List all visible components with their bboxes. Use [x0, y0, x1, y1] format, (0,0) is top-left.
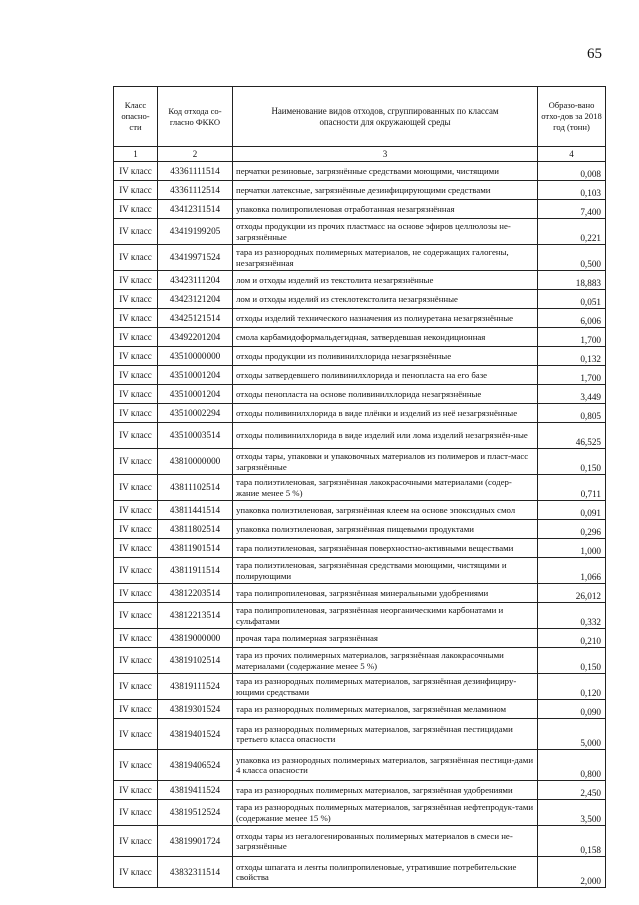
hazard-class-cell: IV класс [114, 826, 158, 857]
table-row [114, 857, 606, 888]
waste-name-cell: упаковка полиэтиленовая, загрязнённая пищевыми продуктами [233, 520, 538, 539]
amount-cell: 7,400 [538, 200, 606, 219]
waste-name-cell: перчатки латексные, загрязнённые дезинфицирующими средствами [233, 181, 538, 200]
hazard-class-cell: IV класс [114, 423, 158, 449]
column-number: 2 [158, 147, 233, 162]
table-row [114, 700, 606, 719]
waste-name-cell: тара из разнородных полимерных материалов, загрязнённая дезинфициру-ющими средствами [233, 674, 538, 700]
amount-cell: 1,066 [538, 558, 606, 584]
fkko-code-cell: 43819102514 [158, 648, 233, 674]
table-row [114, 219, 606, 245]
table-row [114, 750, 606, 781]
amount-cell: 0,120 [538, 674, 606, 700]
waste-name-cell: тара полипропиленовая, загрязнённая минеральными удобрениями [233, 584, 538, 603]
table-row [114, 826, 606, 857]
table-row [114, 719, 606, 750]
waste-name-cell: лом и отходы изделий из текстолита незагрязнённые [233, 271, 538, 290]
column-number-row [114, 147, 606, 162]
hazard-class-cell: IV класс [114, 781, 158, 800]
hazard-class-cell: IV класс [114, 584, 158, 603]
waste-name-cell: прочая тара полимерная загрязнённая [233, 629, 538, 648]
header-hazard-class: Класс опасно-сти [114, 87, 158, 147]
waste-name-cell: отходы продукции из поливинилхлорида незагрязнённые [233, 347, 538, 366]
amount-cell: 3,500 [538, 800, 606, 826]
amount-cell: 0,296 [538, 520, 606, 539]
hazard-class-cell: IV класс [114, 328, 158, 347]
fkko-code-cell: 43819301524 [158, 700, 233, 719]
table-row [114, 309, 606, 328]
header-amount: Образо-вано отхо-дов за 2018 год (тонн) [538, 87, 606, 147]
hazard-class-cell: IV класс [114, 347, 158, 366]
table-header [114, 87, 606, 147]
amount-cell: 0,051 [538, 290, 606, 309]
hazard-class-cell: IV класс [114, 603, 158, 629]
fkko-code-cell: 43510002294 [158, 404, 233, 423]
fkko-code-cell: 43811901514 [158, 539, 233, 558]
waste-name-cell: тара из разнородных полимерных материалов, не содержащих галогены, незагрязнённая [233, 245, 538, 271]
fkko-code-cell: 43812213514 [158, 603, 233, 629]
fkko-code-cell: 43425121514 [158, 309, 233, 328]
waste-name-cell: тара полиэтиленовая, загрязнённая поверхностно-активными веществами [233, 539, 538, 558]
amount-cell: 3,449 [538, 385, 606, 404]
waste-name-cell: упаковка из разнородных полимерных материалов, загрязнённая пестици-дами 4 класса опасности [233, 750, 538, 781]
table-row [114, 423, 606, 449]
fkko-code-cell: 43419971524 [158, 245, 233, 271]
fkko-code-cell: 43423111204 [158, 271, 233, 290]
amount-cell: 0,091 [538, 501, 606, 520]
amount-cell: 0,221 [538, 219, 606, 245]
table-row [114, 584, 606, 603]
waste-name-cell: тара полиэтиленовая, загрязнённая средствами моющими, чистящими и полирующими [233, 558, 538, 584]
column-number: 1 [114, 147, 158, 162]
table-row [114, 603, 606, 629]
fkko-code-cell: 43812203514 [158, 584, 233, 603]
amount-cell: 0,158 [538, 826, 606, 857]
amount-cell: 26,012 [538, 584, 606, 603]
table-row [114, 347, 606, 366]
hazard-class-cell: IV класс [114, 290, 158, 309]
fkko-code-cell: 43819512524 [158, 800, 233, 826]
amount-cell: 2,450 [538, 781, 606, 800]
hazard-class-cell: IV класс [114, 219, 158, 245]
hazard-class-cell: IV класс [114, 271, 158, 290]
waste-name-cell: упаковка полипропиленовая отработанная незагрязнённая [233, 200, 538, 219]
waste-name-cell: отходы тары из негалогенированных полимерных материалов в смеси не-загрязнённые [233, 826, 538, 857]
waste-name-cell: тара из разнородных полимерных материалов, загрязнённая меламином [233, 700, 538, 719]
amount-cell: 1,700 [538, 328, 606, 347]
table-row [114, 200, 606, 219]
hazard-class-cell: IV класс [114, 700, 158, 719]
hazard-class-cell: IV класс [114, 674, 158, 700]
table-row [114, 366, 606, 385]
table-row [114, 558, 606, 584]
table-row [114, 539, 606, 558]
fkko-code-cell: 43510001204 [158, 385, 233, 404]
table-row [114, 800, 606, 826]
table-body [114, 147, 606, 888]
hazard-class-cell: IV класс [114, 648, 158, 674]
waste-name-cell: тара полипропиленовая, загрязнённая неорганическими карбонатами и сульфатами [233, 603, 538, 629]
fkko-code-cell: 43510001204 [158, 366, 233, 385]
fkko-code-cell: 43510000000 [158, 347, 233, 366]
amount-cell: 1,700 [538, 366, 606, 385]
table-row [114, 648, 606, 674]
waste-name-cell: тара из разнородных полимерных материалов, загрязнённая пестицидами третьего класса опасности [233, 719, 538, 750]
amount-cell: 2,000 [538, 857, 606, 888]
fkko-code-cell: 43423121204 [158, 290, 233, 309]
amount-cell: 0,150 [538, 449, 606, 475]
amount-cell: 0,008 [538, 162, 606, 181]
hazard-class-cell: IV класс [114, 539, 158, 558]
hazard-class-cell: IV класс [114, 245, 158, 271]
waste-name-cell: отходы поливинилхлорида в виде изделий или лома изделий незагрязнён-ные [233, 423, 538, 449]
waste-name-cell: отходы поливинилхлорида в виде плёнки и изделий из неё незагрязнённые [233, 404, 538, 423]
fkko-code-cell: 43819401524 [158, 719, 233, 750]
column-number: 3 [233, 147, 538, 162]
hazard-class-cell: IV класс [114, 475, 158, 501]
fkko-code-cell: 43819406524 [158, 750, 233, 781]
fkko-code-cell: 43819111524 [158, 674, 233, 700]
amount-cell: 0,332 [538, 603, 606, 629]
fkko-code-cell: 43811102514 [158, 475, 233, 501]
waste-name-cell: тара из прочих полимерных материалов, загрязнённая лакокрасочными материалами (содержание менее 5 %) [233, 648, 538, 674]
fkko-code-cell: 43819000000 [158, 629, 233, 648]
waste-name-cell: отходы тары, упаковки и упаковочных материалов из полимеров и пласт-масс загрязнённые [233, 449, 538, 475]
table-row [114, 449, 606, 475]
amount-cell: 0,132 [538, 347, 606, 366]
table-row [114, 629, 606, 648]
fkko-code-cell: 43819411524 [158, 781, 233, 800]
waste-name-cell: отходы продукции из прочих пластмасс на основе эфиров целлюлозы не-загрязнённые [233, 219, 538, 245]
table-row [114, 328, 606, 347]
waste-name-cell: смола карбамидоформальдегидная, затвердевшая некондиционная [233, 328, 538, 347]
hazard-class-cell: IV класс [114, 750, 158, 781]
amount-cell: 0,711 [538, 475, 606, 501]
table-row [114, 290, 606, 309]
fkko-code-cell: 43832311514 [158, 857, 233, 888]
table-row [114, 385, 606, 404]
table-row [114, 475, 606, 501]
fkko-code-cell: 43819901724 [158, 826, 233, 857]
hazard-class-cell: IV класс [114, 385, 158, 404]
fkko-code-cell: 43361111514 [158, 162, 233, 181]
table-row [114, 181, 606, 200]
table-row [114, 404, 606, 423]
waste-name-cell: отходы изделий технического назначения из полиуретана незагрязнённые [233, 309, 538, 328]
amount-cell: 6,006 [538, 309, 606, 328]
amount-cell: 0,150 [538, 648, 606, 674]
hazard-class-cell: IV класс [114, 520, 158, 539]
amount-cell: 0,103 [538, 181, 606, 200]
waste-name-cell: перчатки резиновые, загрязнённые средствами моющими, чистящими [233, 162, 538, 181]
hazard-class-cell: IV класс [114, 629, 158, 648]
fkko-code-cell: 43810000000 [158, 449, 233, 475]
page-number: 65 [587, 46, 602, 62]
waste-table [113, 86, 606, 888]
fkko-code-cell: 43510003514 [158, 423, 233, 449]
fkko-code-cell: 43361112514 [158, 181, 233, 200]
waste-name-cell: отходы пенопласта на основе поливинилхлорида незагрязнённые [233, 385, 538, 404]
hazard-class-cell: IV класс [114, 404, 158, 423]
waste-name-cell: упаковка полиэтиленовая, загрязнённая клеем на основе эпоксидных смол [233, 501, 538, 520]
fkko-code-cell: 43492201204 [158, 328, 233, 347]
hazard-class-cell: IV класс [114, 857, 158, 888]
hazard-class-cell: IV класс [114, 558, 158, 584]
hazard-class-cell: IV класс [114, 501, 158, 520]
amount-cell: 0,800 [538, 750, 606, 781]
hazard-class-cell: IV класс [114, 181, 158, 200]
table-row [114, 245, 606, 271]
amount-cell: 0,090 [538, 700, 606, 719]
table-row [114, 271, 606, 290]
amount-cell: 18,883 [538, 271, 606, 290]
fkko-code-cell: 43811441514 [158, 501, 233, 520]
waste-name-cell: отходы затвердевшего поливинилхлорида и пенопласта на его базе [233, 366, 538, 385]
waste-name-cell: тара из разнородных полимерных материалов, загрязнённая удобрениями [233, 781, 538, 800]
hazard-class-cell: IV класс [114, 366, 158, 385]
table-row [114, 501, 606, 520]
hazard-class-cell: IV класс [114, 800, 158, 826]
hazard-class-cell: IV класс [114, 309, 158, 328]
fkko-code-cell: 43419199205 [158, 219, 233, 245]
fkko-code-cell: 43811802514 [158, 520, 233, 539]
waste-name-cell: тара из разнородных полимерных материалов, загрязнённая нефтепродук-тами (содержание менее 15 %) [233, 800, 538, 826]
amount-cell: 0,805 [538, 404, 606, 423]
header-fkko-code: Код отхода со-гласно ФККО [158, 87, 233, 147]
hazard-class-cell: IV класс [114, 449, 158, 475]
table-row [114, 781, 606, 800]
amount-cell: 0,210 [538, 629, 606, 648]
amount-cell: 1,000 [538, 539, 606, 558]
amount-cell: 0,500 [538, 245, 606, 271]
hazard-class-cell: IV класс [114, 200, 158, 219]
waste-name-cell: тара полиэтиленовая, загрязнённая лакокрасочными материалами (содер-жание менее 5 %) [233, 475, 538, 501]
column-number: 4 [538, 147, 606, 162]
table-row [114, 162, 606, 181]
hazard-class-cell: IV класс [114, 719, 158, 750]
waste-name-cell: лом и отходы изделий из стеклотекстолита незагрязнённые [233, 290, 538, 309]
hazard-class-cell: IV класс [114, 162, 158, 181]
fkko-code-cell: 43811911514 [158, 558, 233, 584]
table-row [114, 520, 606, 539]
amount-cell: 5,000 [538, 719, 606, 750]
waste-name-cell: отходы шпагата и ленты полипропиленовые, утратившие потребительские свойства [233, 857, 538, 888]
table-row [114, 674, 606, 700]
amount-cell: 46,525 [538, 423, 606, 449]
header-waste-name: Наименование видов отходов, сгруппированных по классам опасности для окружающей среды [233, 87, 538, 147]
fkko-code-cell: 43412311514 [158, 200, 233, 219]
